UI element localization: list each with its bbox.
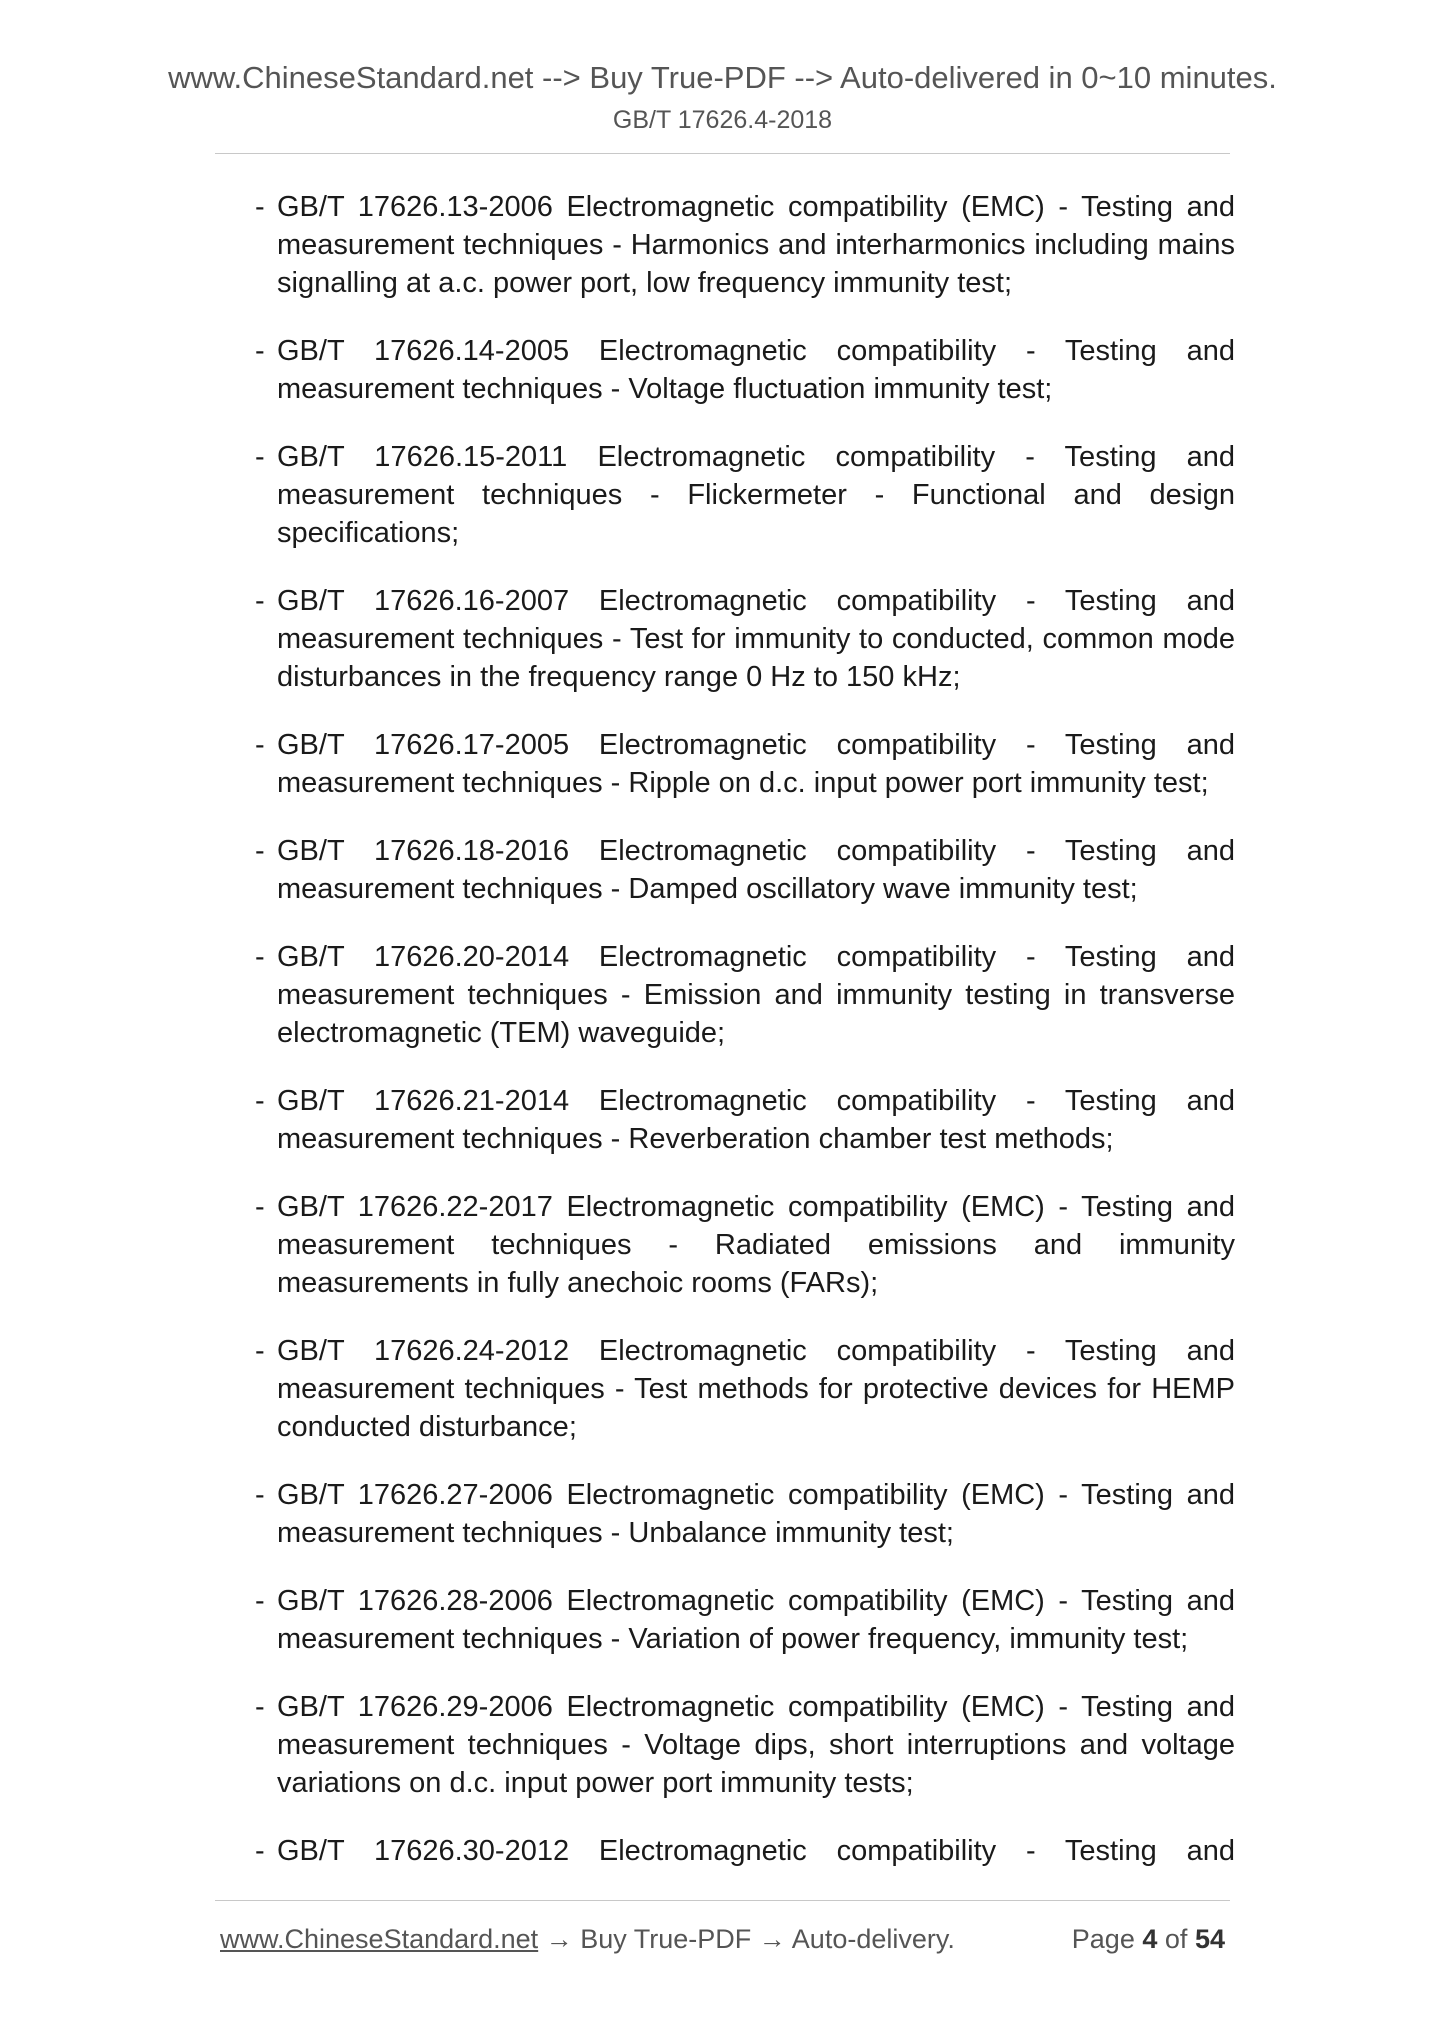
list-bullet: - [255,941,265,973]
auto-delivery-text: Auto-delivery. [791,1924,955,1954]
list-bullet: - [255,1335,265,1367]
list-item [255,938,1235,1052]
list-item-text: GB/T 17626.24-2012 Electromagnetic compatibility - Testing and measurement techniques - Test methods for protective devices for HEMP conducted disturbance; [277,1335,1235,1443]
list-item-text: GB/T 17626.20-2014 Electromagnetic compatibility - Testing and measurement techniques - Emission and immunity testing in transverse electromagnetic (TEM) waveguide; [277,941,1235,1049]
list-item-text: GB/T 17626.29-2006 Electromagnetic compatibility (EMC) - Testing and measurement techniques - Voltage dips, short interruptions and voltage variations on d.c. input power port immunity tests; [277,1691,1235,1799]
list-item [255,582,1235,696]
list-bullet: - [255,441,265,473]
buy-true-pdf-text: Buy True-PDF [580,1924,752,1954]
list-item-text: GB/T 17626.21-2014 Electromagnetic compatibility - Testing and measurement techniques - Reverberation chamber test methods; [277,1085,1235,1155]
list-item-text: GB/T 17626.27-2006 Electromagnetic compatibility (EMC) - Testing and measurement techniques - Unbalance immunity test; [277,1479,1235,1549]
footer-divider [215,1900,1230,1901]
list-item [255,188,1235,302]
list-item-text: GB/T 17626.22-2017 Electromagnetic compatibility (EMC) - Testing and measurement techniques - Radiated emissions and immunity measurements in fully anechoic rooms (FARs); [277,1191,1235,1299]
list-item-text: GB/T 17626.16-2007 Electromagnetic compatibility - Testing and measurement techniques - Test for immunity to conducted, common mode disturbances in the frequency range 0 Hz to 150 kHz; [277,585,1235,693]
list-item [255,1832,1235,1870]
list-item [255,1332,1235,1446]
list-item [255,438,1235,552]
page-label: Page [1071,1924,1135,1954]
list-bullet: - [255,1835,265,1867]
header-banner: www.ChineseStandard.net --> Buy True-PDF --> Auto-delivered in 0~10 minutes. [168,60,1277,95]
list-item-text: GB/T 17626.18-2016 Electromagnetic compatibility - Testing and measurement techniques - Damped oscillatory wave immunity test; [277,835,1235,905]
footer-promo [220,1922,955,1956]
list-bullet: - [255,1691,265,1723]
list-bullet: - [255,1479,265,1511]
list-item-text: GB/T 17626.30-2012 Electromagnetic compatibility - Testing and [277,1835,1235,1867]
list-bullet: - [255,585,265,617]
arrow-right-icon: → [545,1924,573,1954]
page-total: 54 [1194,1924,1225,1954]
website-link[interactable]: www.ChineseStandard.net [220,1924,539,1954]
arrow-right-icon: → [758,1924,786,1954]
list-bullet: - [255,335,265,367]
of-label: of [1164,1924,1188,1954]
list-item-text: GB/T 17626.13-2006 Electromagnetic compatibility (EMC) - Testing and measurement techniques - Harmonics and interharmonics including mains signalling at a.c. power port, low frequency immunity test; [277,191,1235,299]
list-item [255,1082,1235,1158]
list-item-text: GB/T 17626.17-2005 Electromagnetic compatibility - Testing and measurement techniques - Ripple on d.c. input power port immunity test; [277,729,1235,799]
page-indicator [1072,1922,1225,1956]
list-bullet: - [255,1191,265,1223]
list-bullet: - [255,729,265,761]
list-item [255,1582,1235,1658]
list-bullet: - [255,1585,265,1617]
list-item-text: GB/T 17626.28-2006 Electromagnetic compatibility (EMC) - Testing and measurement techniques - Variation of power frequency, immunity test; [277,1585,1235,1655]
list-item [255,726,1235,802]
list-item [255,832,1235,908]
list-item [255,332,1235,408]
list-item [255,1476,1235,1552]
list-bullet: - [255,1085,265,1117]
list-bullet: - [255,835,265,867]
list-item [255,1188,1235,1302]
standard-code: GB/T 17626.4-2018 [612,106,833,134]
list-bullet: - [255,191,265,223]
list-item-text: GB/T 17626.14-2005 Electromagnetic compatibility - Testing and measurement techniques - Voltage fluctuation immunity test; [277,335,1235,405]
list-item-text: GB/T 17626.15-2011 Electromagnetic compatibility - Testing and measurement techniques - Flickermeter - Functional and design specifications; [277,441,1235,549]
normative-reference-list [255,188,1235,1900]
list-item [255,1688,1235,1802]
header-divider [215,153,1230,154]
page-current: 4 [1142,1924,1158,1954]
